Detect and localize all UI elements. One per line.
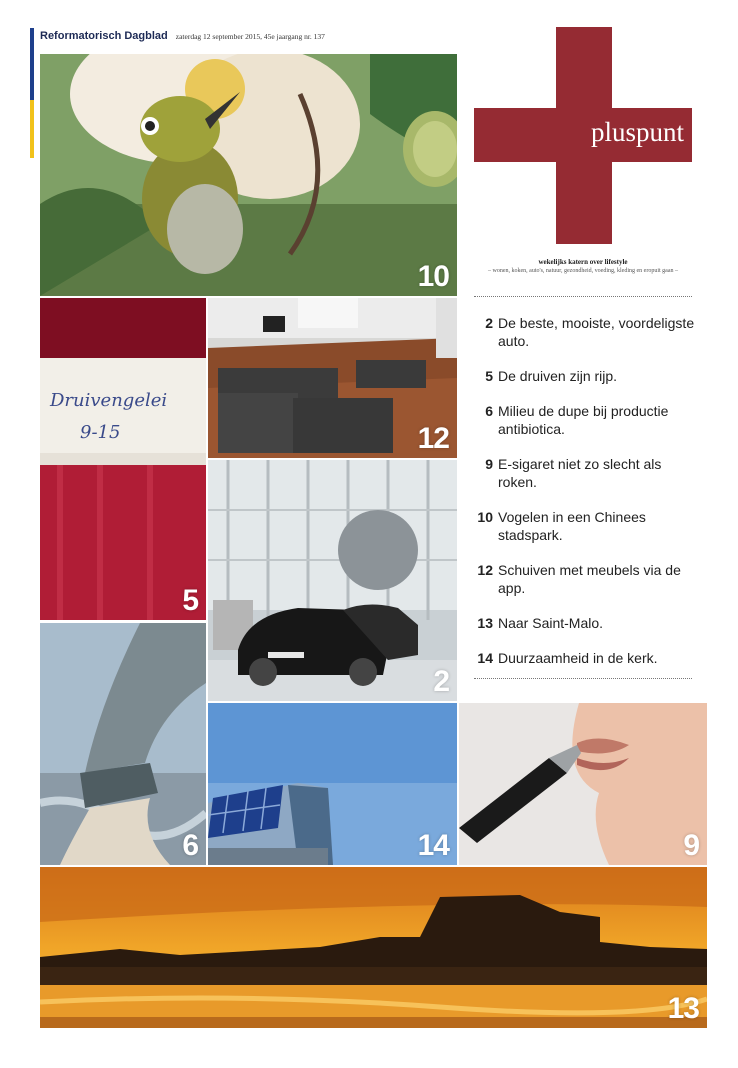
- toc-item[interactable]: [474, 455, 696, 491]
- toc-page-number: 9: [485, 456, 493, 472]
- toc-page-number: 10: [477, 509, 493, 525]
- page-number-13: 13: [667, 992, 699, 1025]
- jar-label-line1: Druivengelei: [50, 390, 168, 411]
- toc-title: E-sigaret niet zo slecht als roken.: [498, 456, 662, 490]
- toc-item[interactable]: [474, 561, 696, 597]
- page-number-14: 14: [417, 829, 449, 862]
- photo-drain-pipe[interactable]: [40, 623, 206, 865]
- page-number-12: 12: [417, 422, 449, 455]
- toc-item[interactable]: [474, 367, 696, 385]
- toc-item[interactable]: [474, 614, 696, 632]
- page-number-5: 5: [182, 584, 198, 617]
- toc-divider-top: [474, 296, 692, 297]
- section-subtagline: – wonen, koken, auto's, natuur, gezondheid, voeding, kleding en eropuit gaan –: [488, 268, 678, 274]
- toc-title: Schuiven met meubels via de app.: [498, 562, 681, 596]
- toc-page-number: 6: [485, 403, 493, 419]
- photo-e-cigarette[interactable]: [459, 703, 707, 865]
- photo-solar-panels[interactable]: [208, 703, 457, 865]
- page-number-6: 6: [182, 829, 198, 862]
- toc-item[interactable]: [474, 402, 696, 438]
- section-tagline: wekelijks katern over lifestyle: [538, 258, 628, 266]
- photo-saint-malo[interactable]: [40, 867, 707, 1028]
- toc-item[interactable]: [474, 314, 696, 350]
- toc-divider-bottom: [474, 678, 692, 679]
- jam-jar-illustration: [40, 298, 206, 620]
- toc-title: Vogelen in een Chinees stadspark.: [498, 509, 646, 543]
- toc-page-number: 5: [485, 368, 493, 384]
- jar-label-line2: 9-15: [80, 422, 121, 443]
- photo-grape-jelly[interactable]: [40, 298, 206, 620]
- masthead-color-stripe: [30, 28, 34, 158]
- ecig-illustration: [459, 703, 707, 865]
- pluspunt-logo: [474, 27, 692, 244]
- sunset-illustration: [40, 867, 707, 1028]
- photo-car-showroom[interactable]: [208, 460, 457, 701]
- dateline: zaterdag 12 september 2015, 45e jaargang nr. 137: [175, 32, 325, 41]
- page-number-2: 2: [433, 665, 449, 698]
- toc-title: Milieu de dupe bij productie antibiotica.: [498, 403, 669, 437]
- table-of-contents: [474, 314, 696, 684]
- toc-title: Duurzaamheid in de kerk.: [498, 650, 658, 666]
- car-illustration: [208, 460, 457, 701]
- toc-page-number: 2: [485, 315, 493, 331]
- toc-page-number: 13: [477, 615, 493, 631]
- toc-title: De beste, mooiste, voordeligste auto.: [498, 315, 695, 349]
- photo-bird[interactable]: [40, 54, 457, 296]
- toc-page-number: 12: [477, 562, 493, 578]
- masthead: [40, 30, 325, 46]
- photo-sofa[interactable]: [208, 298, 457, 458]
- toc-page-number: 14: [477, 650, 493, 666]
- newspaper-name: Reformatorisch Dagblad: [40, 30, 168, 42]
- page-number-10: 10: [417, 260, 449, 293]
- stripe-yellow: [30, 100, 34, 158]
- logo-wordmark: pluspunt: [590, 117, 684, 147]
- page-number-9: 9: [683, 829, 699, 862]
- toc-item[interactable]: [474, 649, 696, 667]
- stripe-blue: [30, 28, 34, 100]
- bird-illustration: [40, 54, 457, 296]
- toc-title: Naar Saint-Malo.: [498, 615, 604, 631]
- toc-title: De druiven zijn rijp.: [498, 368, 618, 384]
- toc-item[interactable]: [474, 508, 696, 544]
